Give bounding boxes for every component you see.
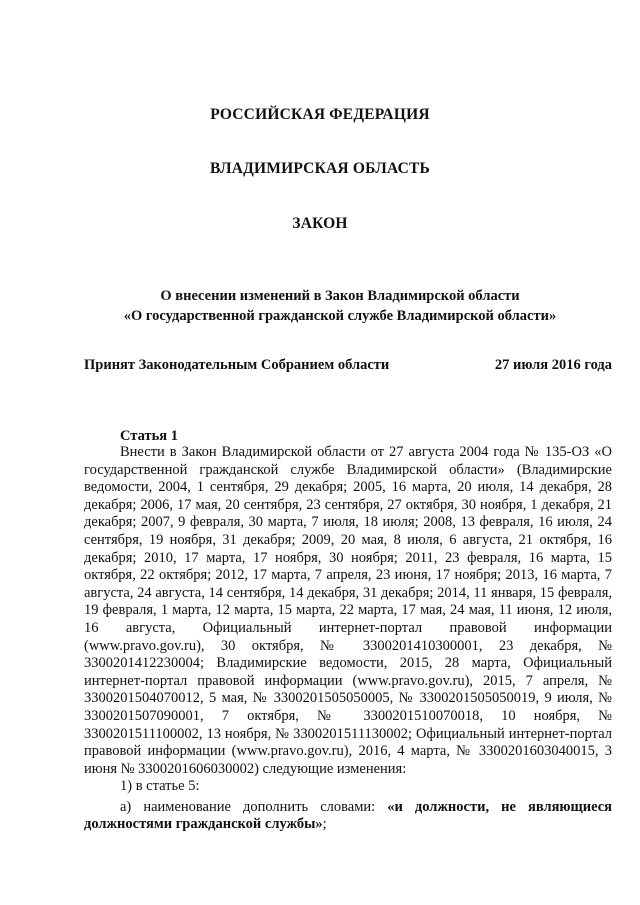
adoption-line (84, 357, 612, 374)
region-heading: ВЛАДИМИРСКАЯ ОБЛАСТЬ (210, 160, 430, 177)
article-title: Статья 1 (120, 428, 178, 444)
item-a-bold: «и должности, не являющиеся должностями гражданской службы» (84, 798, 613, 833)
doc-type-heading: ЗАКОН (292, 215, 348, 232)
adopted-by: Принят Законодательным Собранием области (84, 357, 390, 373)
country-heading: РОССИЙСКАЯ ФЕДЕРАЦИЯ (210, 106, 430, 123)
item-a-prefix: а) наименование дополнить словами: (120, 798, 388, 815)
item-a (84, 799, 612, 834)
item-1: 1) в статье 5: (120, 778, 200, 795)
article-paragraph: Внести в Закон Владимирской области от 27 августа 2004 года № 135-ОЗ «О государственной гражданской службе Владимирской области» (Владимирские ведомости, 2004, 1 сентября, 29 декабря; 2005, 16 марта, 20 июля, 14 декабря, 28 декабря; 2006, 17 мая, 20 сентября, 23 сентября, 27 октября, 30 ноября, 1 декабря, 21 декабря; 2007, 9 февраля, 30 марта, 7 июля, 18 июля; 2008, 13 февраля, 16 июля, 24 сентября, 19 ноября, 31 декабря; 2009, 20 мая, 8 июля, 6 августа, 21 октября, 16 декабря; 2010, 17 марта, 17 ноября, 30 ноября; 2011, 23 февраля, 16 марта, 15 октября, 22 октября; 2012, 17 марта, 7 апреля, 23 июня, 17 ноября; 2013, 16 марта, 7 августа, 24 августа, 14 сентября, 14 декабря, 31 декабря; 2014, 11 января, 15 февраля, 19 февраля, 1 марта, 12 марта, 15 марта, 22 марта, 17 мая, 24 мая, 11 июня, 12 июля, 16 августа, Официальный интернет-портал правовой информации (www.pravo.gov.ru), 30 октября, № 3300201410300001, 23 декабря, № 3300201412230004; Владимирские ведомости, 2015, 28 марта, Официальный интернет-портал правовой информации (www.pravo.gov.ru), 2015, 7 апреля, № 3300201504070012, 5 мая, № 3300201505050005, № 3300201505050019, 9 июля, № 3300201507090001, 7 октября, № 3300201510070018, 10 ноября, № 3300201511100002, 13 ноября, № 3300201511130002; Официальный интернет-портал правовой информации (www.pravo.gov.ru), 2016, 4 марта, № 3300201603040015, 3 июня № 3300201606030002) следующие изменения: (84, 444, 612, 777)
adoption-date: 27 июля 2016 года (494, 357, 612, 373)
item-a-suffix: ; (322, 816, 327, 833)
subject-line-2: «О государственной гражданской службе Владимирской области» (123, 308, 557, 324)
law-subject (60, 286, 620, 326)
article-body (84, 444, 612, 834)
subject-line-1: О внесении изменений в Закон Владимирской области (160, 288, 520, 304)
